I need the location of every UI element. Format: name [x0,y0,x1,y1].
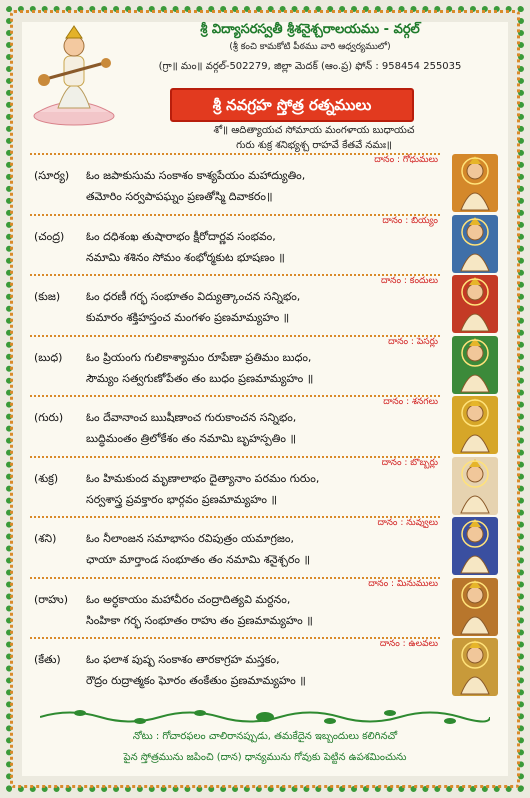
verse-line-2: సౌమ్యం సత్వగుణోపేతం తం బుధం ప్రణమామ్యహం ॥ [86,371,314,385]
verse-line-2: కుమారం శక్తిహస్తంచ మంగళం ప్రణమామ్యహం ॥ [86,311,290,324]
planet-name: (సూర్య) [34,169,70,182]
verse-line-2: సర్వశాస్త్ర ప్రవక్తారం భార్గవం ప్రణమామ్యహం ॥ [86,492,278,506]
graha-deity-icon [452,396,498,454]
dana-label: దానం : గోధుమలు [374,155,438,165]
dana-label: దానం : శనగలు [383,397,438,407]
vine-divider-icon [40,708,490,726]
graha-separator [30,335,440,337]
planet-name: (గురు) [34,411,64,424]
verse-line-1: ఓం హిమకుంద మృణాలాభం దైత్యానాం పరమం గురుం, [86,471,320,485]
graha-separator [30,456,440,458]
planet-name: (రాహు) [34,592,68,606]
temple-subtitle: (శ్రీ కంచి కామకోటి పీఠము వారి ఆధ్వర్యములో) [229,42,391,52]
graha-separator [30,637,440,639]
verse-line-2: రౌద్రం రుద్రాత్మకం ఘోరం తంకేతుం ప్రణమామ్యహం ॥ [86,674,306,687]
dana-label: దానం : బియ్యం [382,215,438,226]
graha-separator [30,214,440,216]
verse-line-1: ఓం దధిశంఖ తుషారాభం క్షీరోదార్ణవ సంభవం, [86,229,276,243]
footer-note-line-1: నోటు : గోచారఫలం చాలిరానప్పుడు, తమకేదైన ఇబ్బందులు కలిగినచో [132,731,398,742]
footer-note-line-2: పైన స్తోత్రమును జపించి (దాన) ధాన్యమును గోవుకు పెట్టిన ఉపశమించును [123,752,407,763]
verse-line-1: ఓం నీలాంజన సమాభాసం రవిపుత్రం యమాగ్రజం, [86,532,295,545]
graha-deity-icon [452,457,498,515]
saraswati-icon [28,22,120,128]
verse-line-2: తమోరిం సర్వపాపఘ్నం ప్రణతోస్మి దివాకరం॥ [86,190,273,203]
dana-label: దానం : ఉలవలు [379,639,438,649]
invocation-line-1: శో॥ ఆదిత్యాయచ సోమాయ మంగళాయ బుధాయచ [213,125,415,136]
verse-line-1: ఓం అర్ధకాయం మహావీరం చంద్రాదిత్యవి మర్దనం, [86,592,291,606]
planet-name: (కేతు) [34,653,61,666]
graha-deity-icon [452,517,498,575]
dana-label: దానం : పెసర్లు [388,336,438,347]
dana-label: దానం : నువ్వులు [377,518,438,528]
graha-deity-icon [452,275,498,333]
verse-line-1: ఓం జపాకుసుమ సంకాశం కాశ్యపేయం మహాద్యుతిం, [86,169,306,182]
planet-name: (శుక్ర) [34,471,59,485]
graha-deity-icon [452,578,498,636]
verse-line-2: ఛాయా మార్తాండ సంభూతం తం నమామి శనైశ్చరం ॥ [86,553,311,566]
verse-line-1: ఓం ధరణీ గర్భ సంభూతం విద్యుత్కాంచన సన్నిభం, [86,290,301,303]
temple-name: శ్రీ విద్యాసరస్వతీ శ్రీశనైశ్చరాలయము - వర్గల్ [200,22,420,37]
verse-line-1: ఓం ఫలాశ పుష్ప సంకాశం తారకాగ్రహ మస్తకం, [86,653,280,666]
invocation-line-2: గురు శుక్ర శనిభ్యశ్చ రాహవే కేతవే నమః॥ [236,140,392,151]
graha-deity-icon [452,154,498,212]
planet-name: (కుజ) [34,290,61,303]
graha-deity-icon [452,336,498,394]
temple-address: (గ్రా॥ మం॥ వర్గల్-502279, జిల్లా మెదక్ (ఆం.ప్ర) ఫోన్ : 958454 255035 [158,61,462,72]
dana-label: దానం : మినుములు [368,578,438,589]
graha-deity-icon [452,215,498,273]
planet-name: (శని) [34,532,57,545]
dana-label: దానం : బొబ్బర్లు [381,457,438,468]
dana-label: దానం : కందులు [381,276,438,286]
graha-deity-icon [452,638,498,696]
verse-line-2: నమామి శశినం సోమం శంభోర్మకుట భూషణం ॥ [86,250,285,264]
page-title: శ్రీ నవగ్రహ స్తోత్ర రత్నములు [170,88,414,122]
verse-line-2: బుద్ధిమంతం త్రిలోకేశం తం నమామి బృహస్పతిం ॥ [86,432,297,445]
verse-line-1: ఓం ప్రియంగు గులికాశ్యామం రూపేణా ప్రతిమం బుధం, [86,350,312,364]
graha-separator [30,395,440,397]
planet-name: (బుధ) [34,350,63,364]
verse-line-1: ఓం దేవానాంచ ఋషీణాంచ గురుకాంచన సన్నిభం, [86,411,297,424]
planet-name: (చంద్ర) [34,229,65,243]
graha-separator [30,274,440,276]
verse-line-2: సింహికా గర్భ సంభూతం రాహు తం ప్రణమామ్యహం ॥ [86,613,313,627]
